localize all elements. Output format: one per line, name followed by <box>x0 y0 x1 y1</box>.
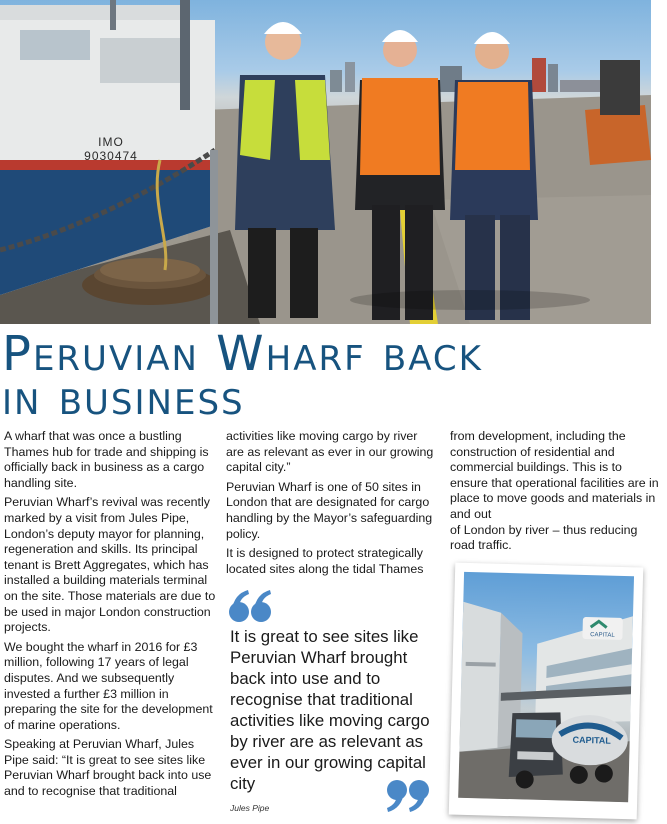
ship-imo-marking <box>76 135 146 163</box>
hero-photo <box>0 0 651 324</box>
article-column-1 <box>4 429 216 804</box>
paragraph: We bought the wharf in 2016 for £3 million, following 17 years of legal disputes. And we subsequently invested a further £3 million in preparing the site for the development of marine operations. <box>4 639 213 732</box>
terminal-truck-illustration <box>458 572 634 802</box>
quote-author: Jules Pipe <box>230 803 270 813</box>
paragraph: of London by river – thus reducing road traffic. <box>450 522 638 553</box>
capital-sign-text: CAPITAL <box>590 632 615 639</box>
title-line-2: in business <box>2 370 245 426</box>
imo-label: IMO <box>98 135 124 149</box>
paragraph: activities like moving cargo by river are as relevant as ever in our growing capital city.” <box>226 429 434 475</box>
article-column-3 <box>450 429 660 558</box>
close-quote-icon <box>384 776 430 816</box>
pull-quote-text: It is great to see sites like Peruvian Wharf brought back into use and to recognise that traditional activities like moving cargo by river are as relevant as ever in our growing capital city <box>230 627 430 793</box>
truck-capital-text: CAPITAL <box>572 734 612 746</box>
terminal-photo <box>458 572 634 802</box>
title-line-1: Peruvian Wharf back <box>2 326 483 382</box>
open-quote-icon <box>228 586 274 626</box>
paragraph: Peruvian Wharf is one of 50 sites in London that are designated for cargo handling by the Mayor’s safeguarding policy. <box>226 479 433 541</box>
imo-number: 9030474 <box>84 149 138 163</box>
article-title <box>2 326 662 426</box>
paragraph: It is designed to protect strategically located sites along the tidal Thames <box>226 546 424 576</box>
paragraph: A wharf that was once a bustling Thames hub for trade and shipping is officially back in business as a cargo handling site. <box>4 429 209 490</box>
article-column-2 <box>226 429 438 581</box>
paragraph: Peruvian Wharf’s revival was recently marked by a visit from Jules Pipe, London’s deputy mayor for planning, regeneration and skills. Its principal tenant is Brett Aggregates, which has installed a building materials terminal on the site. Those materials are due to be used in major London construction projects. <box>4 495 216 635</box>
paragraph: from development, including the construction of residential and commercial buildings. This is to ensure that operational facilities are in place to move goods and materials in and out <box>450 429 659 521</box>
polaroid-photo-frame <box>449 563 644 820</box>
paragraph: Speaking at Peruvian Wharf, Jules Pipe said: “It is great to see sites like Peruvian Wharf brought back into use and to recognise that traditional <box>4 737 212 799</box>
